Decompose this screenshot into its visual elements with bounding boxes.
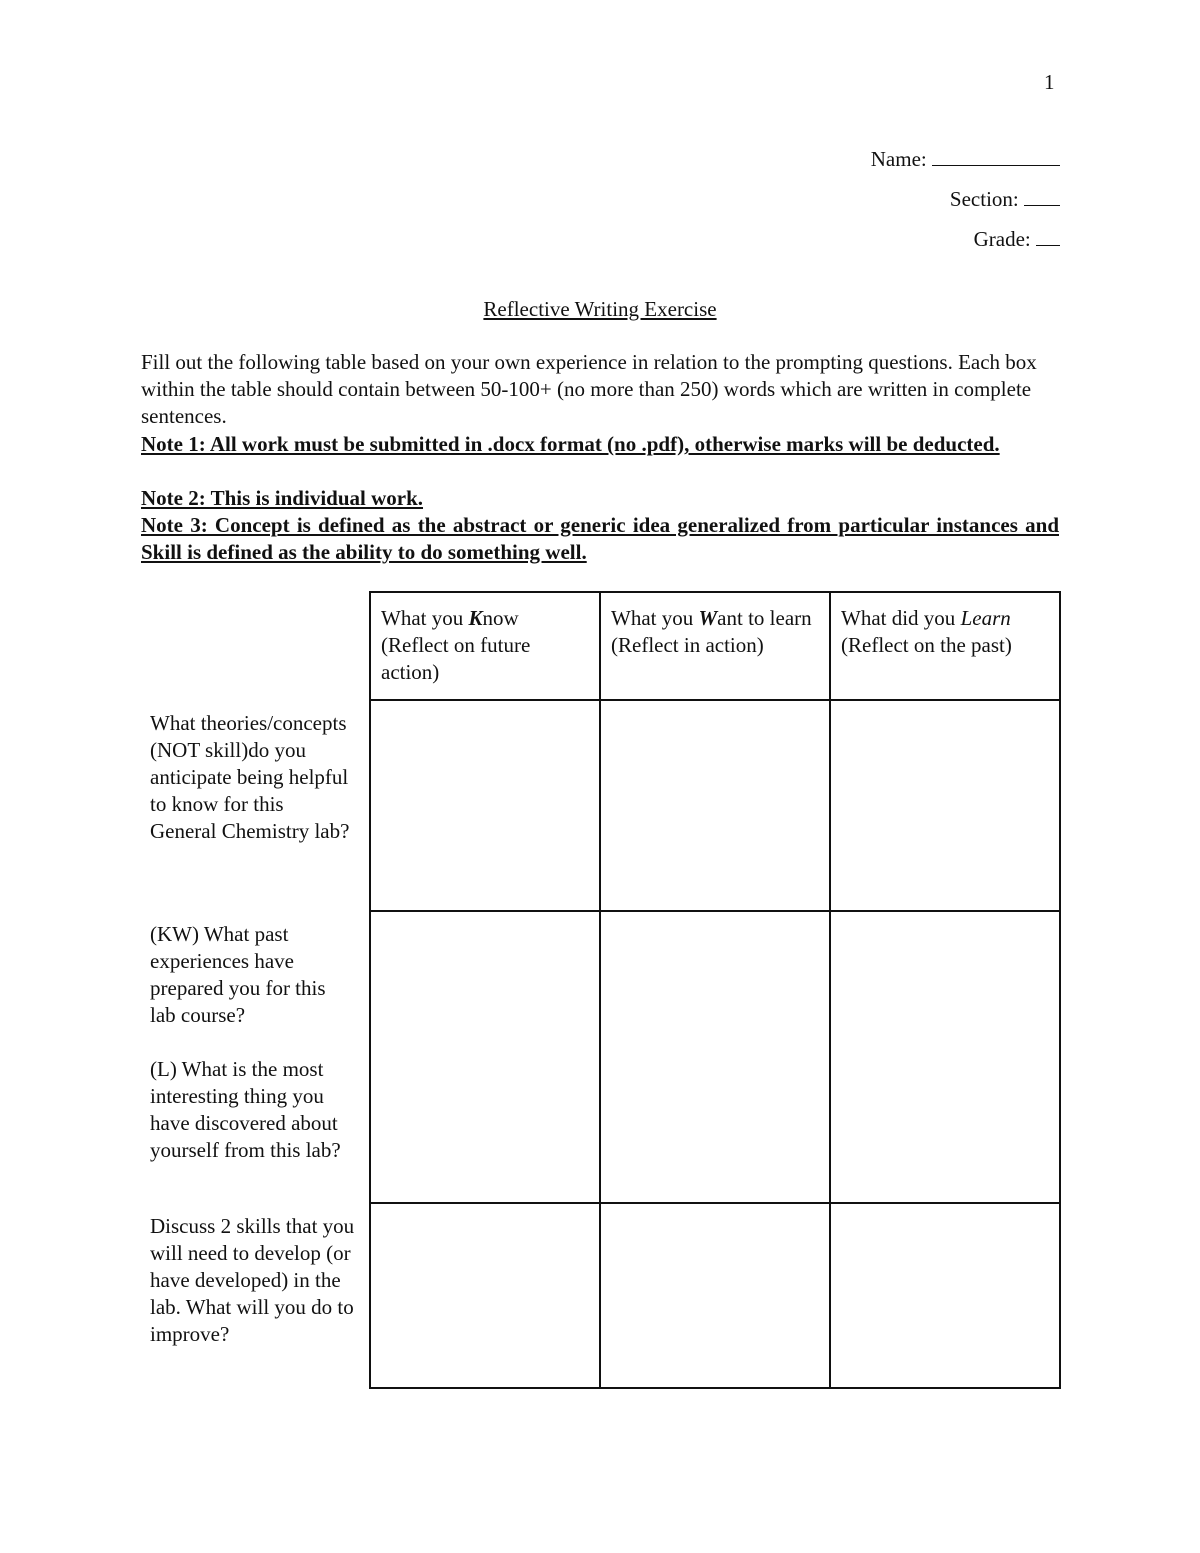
question-text-l: (L) What is the most interesting thing you have discovered about yourself from this lab? xyxy=(150,1057,341,1162)
column-header-prefix: What you xyxy=(611,606,699,630)
answer-cell-want[interactable] xyxy=(600,911,830,1203)
kwl-table xyxy=(140,591,1061,1389)
grade-field xyxy=(974,225,1060,252)
row-question-concepts xyxy=(140,700,370,911)
document-title: Reflective Writing Exercise xyxy=(483,297,717,321)
column-key-letter: W xyxy=(698,606,718,630)
table-row xyxy=(140,1203,1060,1388)
note-3: Note 3: Concept is defined as the abstract or generic idea generalized from particular instances and Skill is defined as the ability to do something well. xyxy=(141,513,1059,564)
column-header-subtitle: (Reflect on future action) xyxy=(381,633,531,684)
name-blank[interactable] xyxy=(932,145,1060,166)
answer-cell-learn[interactable] xyxy=(830,911,1060,1203)
page-number: 1 xyxy=(1044,70,1055,94)
instructions-intro: Fill out the following table based on your own experience in relation to the prompting questions. Each box within the table should contain between 50-100+ (no more than 250) words which are written in complete sentences. xyxy=(141,350,1037,428)
column-key-letter: K xyxy=(468,606,483,630)
table-header-row xyxy=(140,592,1060,700)
column-header-learn xyxy=(830,592,1060,700)
column-header-subtitle: (Reflect in action) xyxy=(611,633,764,657)
answer-cell-want[interactable] xyxy=(600,700,830,911)
grade-blank[interactable] xyxy=(1036,225,1060,246)
column-header-know xyxy=(370,592,600,700)
column-header-want xyxy=(600,592,830,700)
answer-cell-want[interactable] xyxy=(600,1203,830,1388)
column-header-prefix: What you xyxy=(381,606,469,630)
question-text-kw: (KW) What past experiences have prepared you for this lab course? xyxy=(150,922,326,1027)
section-blank[interactable] xyxy=(1024,185,1060,206)
table-row xyxy=(140,700,1060,911)
column-header-prefix: What did you xyxy=(841,606,961,630)
name-label: Name: xyxy=(870,147,927,171)
section-field xyxy=(950,185,1060,212)
answer-cell-know[interactable] xyxy=(370,700,600,911)
row-question-skills xyxy=(140,1203,370,1388)
question-text: What theories/concepts (NOT skill)do you anticipate being helpful to know for this General Chemistry lab? xyxy=(150,711,350,843)
column-header-subtitle: (Reflect on the past) xyxy=(841,633,1012,657)
question-spacer xyxy=(150,1029,355,1056)
name-field xyxy=(871,145,1060,172)
corner-cell xyxy=(140,592,370,700)
answer-cell-know[interactable] xyxy=(370,911,600,1203)
note-1: Note 1: All work must be submitted in .docx format (no .pdf), otherwise marks will be deducted. xyxy=(141,432,1000,456)
answer-cell-know[interactable] xyxy=(370,1203,600,1388)
note-2: Note 2: This is individual work. xyxy=(141,486,424,510)
answer-cell-learn[interactable] xyxy=(830,700,1060,911)
section-label: Section: xyxy=(949,187,1019,211)
question-text: Discuss 2 skills that you will need to develop (or have developed) in the lab. What will you do to improve? xyxy=(150,1214,355,1346)
grade-label: Grade: xyxy=(973,227,1031,251)
row-question-experiences xyxy=(140,911,370,1203)
answer-cell-learn[interactable] xyxy=(830,1203,1060,1388)
column-header-suffix: now xyxy=(482,606,519,630)
column-header-suffix: ant to learn xyxy=(717,606,812,630)
table-row xyxy=(140,911,1060,1203)
column-key-letter: Learn xyxy=(960,606,1011,630)
